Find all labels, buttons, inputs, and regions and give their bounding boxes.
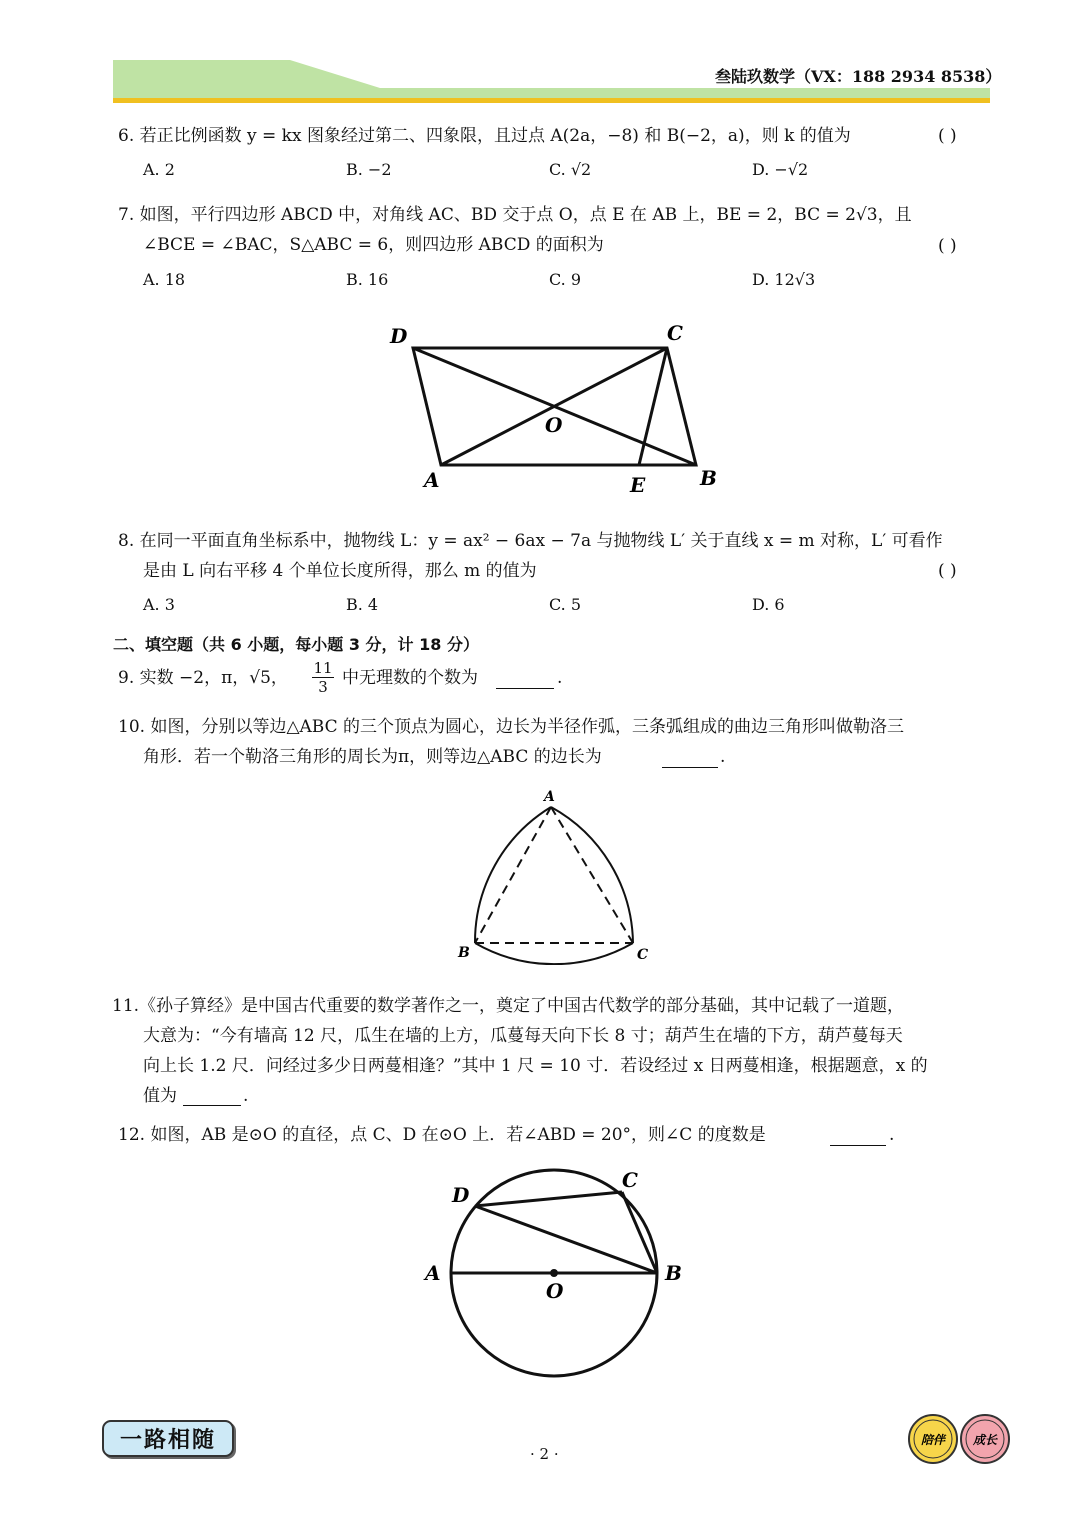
q9-text-prefix: 9. 实数 −2，π，√5， <box>118 668 288 688</box>
q10-reuleaux-figure <box>450 785 660 965</box>
q6-answer-paren: ( ) <box>938 126 957 146</box>
header-banner <box>0 0 1080 110</box>
label-o: O <box>545 413 563 437</box>
label-c: C <box>622 1168 638 1192</box>
section-fill-in-title: 二、填空题（共 6 小题，每小题 3 分，计 18 分） <box>113 635 479 654</box>
footer-badges <box>905 1412 1015 1468</box>
label-c: C <box>637 947 649 963</box>
q8-text-line1: 8. 在同一平面直角坐标系中，抛物线 L：y = ax² − 6ax − 7a 与抛物线 L′ 关于直线 x = m 对称，L′ 可看作 <box>118 531 943 551</box>
q8-text-line2: 是由 L 向右平移 4 个单位长度所得，那么 m 的值为 <box>143 561 537 581</box>
q6-option-b: B. −2 <box>346 160 392 179</box>
label-b: B <box>458 945 470 961</box>
label-o: O <box>546 1279 564 1303</box>
dashed-side-ab <box>475 807 551 943</box>
dashed-side-ac <box>551 807 633 943</box>
badge-right-text: 成长 <box>972 1433 998 1447</box>
label-a: A <box>425 1261 441 1285</box>
q11-text-line3: 向上长 1.2 尺．问经过多少日两蔓相逢？”其中 1 尺 = 10 寸．若设经过 x 日两蔓相逢，根据题意，x 的 <box>143 1056 928 1076</box>
q6-text: 6. 若正比例函数 y = kx 图象经过第二、四象限，且过点 A(2a，−8) 和 B(−2，a)，则 k 的值为 <box>118 126 851 146</box>
q9-fraction-denominator: 3 <box>312 677 334 696</box>
label-d: D <box>452 1183 470 1207</box>
q8-option-a: A. 3 <box>143 595 175 614</box>
badge-left-text: 陪伴 <box>920 1433 946 1447</box>
q8-option-d: D. 6 <box>752 595 785 614</box>
label-c: C <box>667 321 683 345</box>
q12-circle-figure <box>410 1160 700 1390</box>
q10-text-end: . <box>720 747 726 767</box>
label-e: E <box>630 473 646 497</box>
q7-option-c: C. 9 <box>549 270 582 289</box>
q6-option-a: A. 2 <box>143 160 175 179</box>
q7-option-a: A. 18 <box>143 270 186 289</box>
footer-slogan: 一路相随 <box>119 1428 216 1453</box>
label-b: B <box>700 466 717 490</box>
q12-answer-blank[interactable] <box>830 1145 886 1146</box>
q7-option-d: D. 12√3 <box>752 270 816 289</box>
q10-answer-blank[interactable] <box>662 767 718 768</box>
q9-text-end: . <box>557 668 563 688</box>
q10-text-line1: 10. 如图，分别以等边△ABC 的三个顶点为圆心，边长为半径作弧，三条弧组成的曲边三角形叫做勒洛三 <box>118 717 905 737</box>
q9-answer-blank[interactable] <box>496 688 554 689</box>
q8-option-b: B. 4 <box>346 595 379 614</box>
q11-text-line1: 11.《孙子算经》是中国古代重要的数学著作之一，奠定了中国古代数学的部分基础，其中记载了一道题， <box>112 996 905 1016</box>
q8-option-c: C. 5 <box>549 595 582 614</box>
page-number: · 2 · <box>530 1445 559 1463</box>
q7-text-line1: 7. 如图，平行四边形 ABCD 中，对角线 AC、BD 交于点 O，点 E 在 AB 上，BE = 2，BC = 2√3，且 <box>118 205 912 225</box>
q9-fraction-numerator: 11 <box>313 659 333 677</box>
q11-text-line4: 值为 <box>143 1086 177 1106</box>
label-d: D <box>390 324 408 348</box>
header-brand: 叁陆玖数学（VX：188 2934 8538） <box>715 67 1002 86</box>
footer-slogan-box <box>102 1420 234 1457</box>
q6-option-d: D. −√2 <box>752 160 809 179</box>
q11-answer-blank[interactable] <box>183 1105 241 1106</box>
q9-fraction <box>312 659 334 696</box>
chord-dc <box>475 1192 622 1206</box>
q11-text-line2: 大意为：“今有墙高 12 尺，瓜生在墙的上方，瓜蔓每天向下长 8 寸；葫芦生在墙的下方，葫芦蔓每天 <box>143 1026 903 1046</box>
q6-option-c: C. √2 <box>549 160 592 179</box>
q12-text-line1: 12. 如图，AB 是⊙O 的直径，点 C、D 在⊙O 上．若∠ABD = 20°，则∠C 的度数是 <box>118 1125 766 1145</box>
q12-text-end: . <box>889 1125 895 1145</box>
chord-db <box>475 1206 657 1273</box>
center-point-o <box>550 1269 558 1277</box>
label-a: A <box>544 789 555 805</box>
q7-answer-paren: ( ) <box>938 236 957 256</box>
q7-option-b: B. 16 <box>346 270 389 289</box>
q8-answer-paren: ( ) <box>938 561 957 581</box>
q9-text-suffix: 中无理数的个数为 <box>342 668 478 688</box>
q7-parallelogram-figure <box>380 315 730 500</box>
label-a: A <box>424 468 440 492</box>
q11-text-end: . <box>243 1086 249 1106</box>
q10-text-line2: 角形．若一个勒洛三角形的周长为π，则等边△ABC 的边长为 <box>143 747 602 767</box>
label-b: B <box>665 1261 682 1285</box>
q7-text-line2: ∠BCE = ∠BAC，S△ABC = 6，则四边形 ABCD 的面积为 <box>143 235 604 255</box>
arc-cb <box>475 943 633 964</box>
